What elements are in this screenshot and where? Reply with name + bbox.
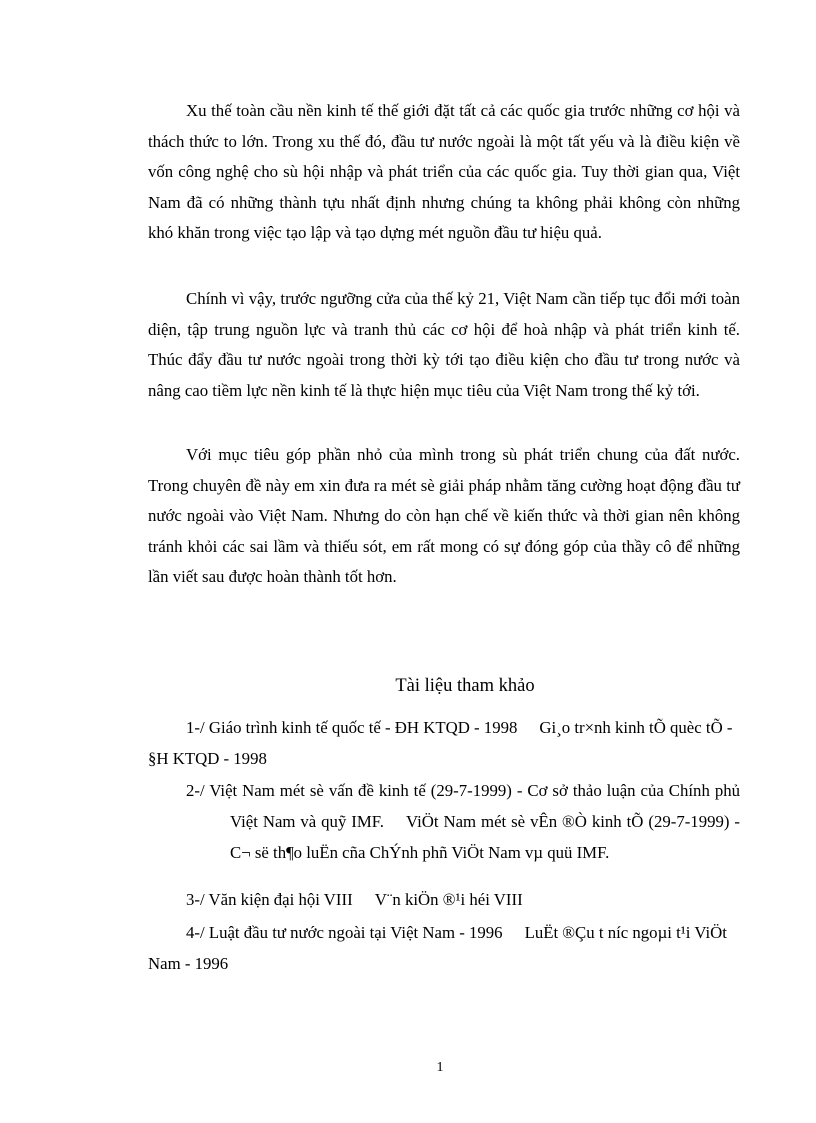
reference-garbled-text: ViÖt Nam mét sè vÊn ®Ò kinh tÕ (29-7-1999) - C¬ së th¶o luËn cña ChÝnh phñ ViÖt Nam vµ quü IMF. — [230, 812, 740, 862]
reference-item-4 — [148, 917, 740, 979]
reference-text: 4-/ Luật đầu tư nước ngoài tại Việt Nam - 1996 — [186, 923, 503, 942]
reference-item-2 — [148, 775, 740, 868]
reference-item-1 — [148, 712, 740, 774]
references-heading: Tài liệu tham khảo — [395, 676, 535, 696]
reference-garbled-text: LuËt ®Çu t níc ngoµi t¹i ViÖt Nam - 1996 — [148, 923, 727, 973]
reference-text: 2-/ Việt Nam mét sè vấn đề kinh tế (29-7-1999) - Cơ sở thảo luận của Chính phủ Việt Nam và quỹ IMF. — [186, 781, 740, 831]
reference-text: 3-/ Văn kiện đại hội VIII — [186, 890, 353, 909]
reference-item-3 — [148, 884, 740, 915]
page-number: 1 — [436, 1060, 444, 1075]
reference-garbled-text: V¨n kiÖn ®¹i héi VIII — [374, 890, 523, 909]
body-paragraph-3: Với mục tiêu góp phần nhỏ của mình trong sù phát triển chung của đất nước. Trong chuyên đề này em xin đưa ra mét sè giải pháp nhằm tăng cường hoạt động đầu tư nước ngoài vào Việt Nam. Nhưng do còn hạn chế về kiến thức và thời gian nên không tránh khỏi các sai lầm và thiếu sót, em rất mong có sự đóng góp của thầy cô để những lần viết sau được hoàn thành tốt hơn. — [148, 445, 740, 586]
reference-text: 1-/ Giáo trình kinh tế quốc tế - ĐH KTQD - 1998 — [186, 718, 518, 737]
reference-garbled-text: Gi¸o tr×nh kinh tÕ quèc tÕ - §H KTQD - 1998 — [148, 718, 733, 768]
body-paragraph-1: Xu thế toàn cầu nền kinh tế thế giới đặt tất cả các quốc gia trước những cơ hội và thách thức to lớn. Trong xu thế đó, đầu tư nước ngoài là một tất yếu và là điều kiện về vốn công nghệ cho sù hội nhập và phát triển của các quốc gia. Tuy thời gian qua, Việt Nam đã có những thành tựu nhất định nhưng chúng ta không phải không còn những khó khăn trong việc tạo lập và tạo dựng mét nguồn đầu tư hiệu quả. — [148, 101, 740, 242]
body-paragraph-2: Chính vì vậy, trước ngưỡng cửa của thế kỷ 21, Việt Nam cần tiếp tục đổi mới toàn diện, tập trung nguồn lực và tranh thủ các cơ hội để hoà nhập và phát triển kinh tế. Thúc đẩy đầu tư nước ngoài trong thời kỳ tới tạo điều kiện cho đầu tư trong nước và nâng cao tiềm lực nền kinh tế là thực hiện mục tiêu của Việt Nam trong thế kỷ tới. — [148, 289, 740, 400]
